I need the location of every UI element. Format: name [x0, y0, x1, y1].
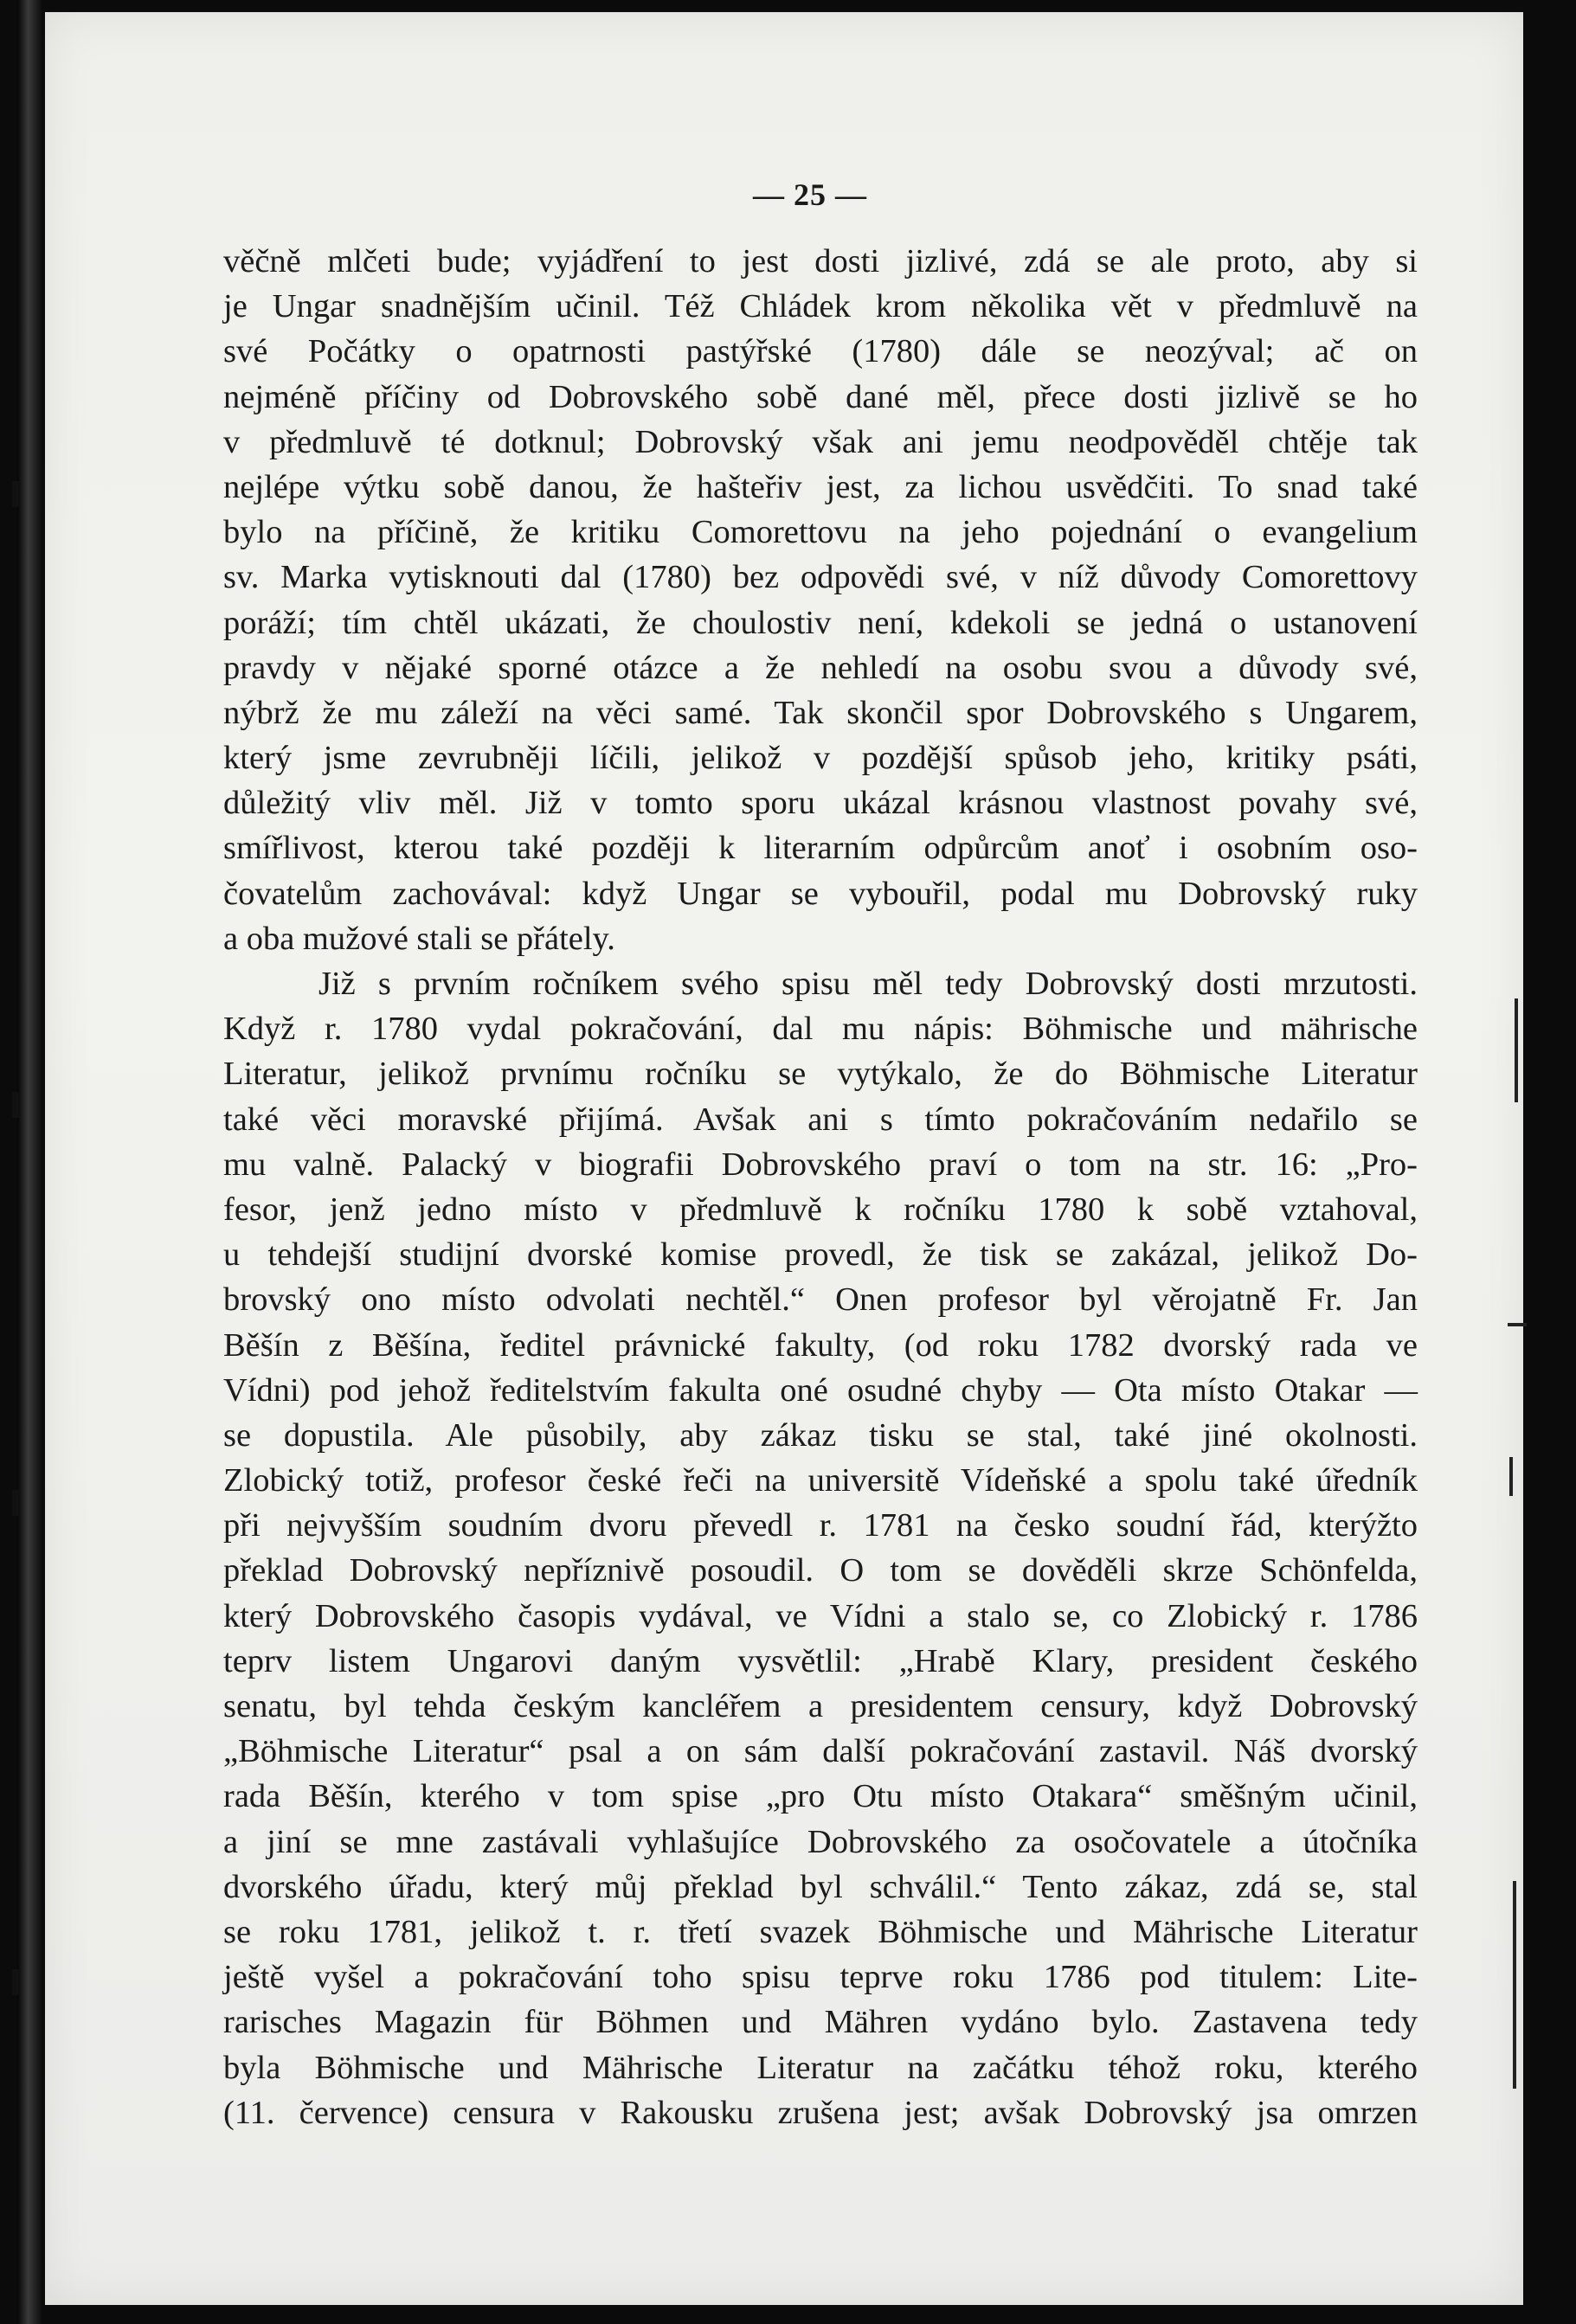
- margin-mark: [1515, 998, 1518, 1102]
- text-line: „Böhmische Literatur“ psal a on sám další pokračování zastavil. Náš dvorský: [223, 1733, 1418, 1770]
- text-line: Běšín z Běšína, ředitel právnické fakulty, (od roku 1782 dvorský rada ve: [223, 1326, 1418, 1364]
- text-line: a jiní se mne zastávali vyhlašujíce Dobrovského za osočovatele a útočníka: [223, 1823, 1418, 1860]
- margin-mark: [1513, 1881, 1516, 2089]
- text-line: věčně mlčeti bude; vyjádření to jest dosti jizlivé, zdá se ale proto, aby si: [223, 243, 1418, 279]
- text-line: brovský ono místo odvolati nechtěl.“ Onen profesor byl věrojatně Fr. Jan: [223, 1281, 1418, 1319]
- text-line: fesor, jenž jedno místo v předmluvě k ročníku 1780 k sobě vztahoval,: [223, 1191, 1418, 1228]
- gutter-tick: [12, 481, 19, 507]
- text-line: který jsme zevrubněji líčili, jelikož v pozdější spůsob jeho, kritiky psáti,: [223, 740, 1418, 777]
- gutter-tick: [12, 1490, 19, 1516]
- text-line: také věci moravské přijímá. Avšak ani s tímto pokračováním nedařilo se: [223, 1101, 1418, 1138]
- text-line: je Ungar snadnějším učinil. Též Chládek krom několika vět v předmluvě na: [223, 288, 1418, 325]
- text-line: rada Běšín, kterého v tom spise „pro Otu místo Otakara“ směšným učinil,: [223, 1778, 1418, 1815]
- text-line: se dopustila. Ale působily, aby zákaz tisku se stal, také jiné okolnosti.: [223, 1416, 1418, 1454]
- margin-mark: [1508, 1323, 1527, 1326]
- text-line: čovatelům zachovával: když Ungar se vybouřil, podal mu Dobrovský ruky: [223, 875, 1418, 912]
- text-line: u tehdejší studijní dvorské komise provedl, že tisk se zakázal, jelikož Do-: [223, 1236, 1418, 1274]
- book-gutter: [17, 0, 42, 2324]
- text-line: ještě vyšel a pokračování toho spisu teprve roku 1786 pod titulem: Lite-: [223, 1959, 1418, 1996]
- text-line: bylo na příčině, že kritiku Comorettovu na jeho pojednání o evangelium: [223, 514, 1418, 551]
- text-line: Literatur, jelikož prvnímu ročníku se vytýkalo, že do Böhmische Literatur: [223, 1056, 1418, 1093]
- text-line: při nejvyšším soudním dvoru převedl r. 1781 na česko soudní řád, kterýžto: [223, 1507, 1418, 1544]
- body-text: [223, 239, 1418, 2135]
- text-line: nejméně příčiny od Dobrovského sobě dané měl, přece dosti jizlivě se ho: [223, 378, 1418, 415]
- text-line: poráží; tím chtěl ukázati, že choulostiv není, kdekoli se jedná o ustanovení: [223, 604, 1418, 641]
- text-line: překlad Dobrovský nepříznivě posoudil. O tom se dověděli skrze Schönfelda,: [223, 1552, 1418, 1589]
- text-line: Když r. 1780 vydal pokračování, dal mu nápis: Böhmische und mährische: [223, 1011, 1418, 1048]
- text-line: mu valně. Palacký v biografii Dobrovského praví o tom na str. 16: „Pro-: [223, 1146, 1418, 1183]
- text-line: Zlobický totiž, profesor české řeči na universitě Vídeňské a spolu také úředník: [223, 1462, 1418, 1499]
- text-line: byla Böhmische und Mährische Literatur na začátku téhož roku, kterého: [223, 2049, 1418, 2086]
- text-line-last: a oba mužové stali se přátely.: [223, 920, 615, 957]
- text-line: sv. Marka vytisknouti dal (1780) bez odpovědi své, v níž důvody Comorettovy: [223, 559, 1418, 596]
- text-line: nejlépe výtku sobě danou, že hašteřiv jest, za lichou usvědčiti. To snad také: [223, 468, 1418, 505]
- margin-mark: [1509, 1457, 1513, 1496]
- text-line: dvorského úřadu, který můj překlad byl schválil.“ Tento zákaz, zdá se, stal: [223, 1868, 1418, 1905]
- text-line: který Dobrovského časopis vydával, ve Vídni a stalo se, co Zlobický r. 1786: [223, 1597, 1418, 1634]
- text-line: senatu, byl tehda českým kancléřem a presidentem censury, když Dobrovský: [223, 1688, 1418, 1724]
- text-line: pravdy v nějaké sporné otázce a že nehledí na osobu svou a důvody své,: [223, 649, 1418, 686]
- text-line: v předmluvě té dotknul; Dobrovský však ani jemu neodpověděl chtěje tak: [223, 423, 1418, 460]
- text-line: důležitý vliv měl. Již v tomto sporu ukázal krásnou vlastnost povahy své,: [223, 785, 1418, 822]
- text-line: rarisches Magazin für Böhmen und Mähren vydáno bylo. Zastavena tedy: [223, 2004, 1418, 2041]
- text-line: se roku 1781, jelikož t. r. třetí svazek Böhmische und Mährische Literatur: [223, 1913, 1418, 1950]
- margin-pencil-marks: [1499, 998, 1568, 2037]
- text-line: smířlivost, kterou také později k literarním odpůrcům anoť i osobním oso-: [223, 830, 1418, 867]
- gutter-tick: [12, 1969, 19, 1995]
- text-line: teprv listem Ungarovi daným vysvětlil: „Hrabě Klary, president českého: [223, 1642, 1418, 1679]
- paragraph-start-line: Již s prvním ročníkem svého spisu měl tedy Dobrovský dosti mrzutosti.: [318, 966, 1418, 1002]
- text-line: Vídni) pod jehož ředitelstvím fakulta oné osudné chyby — Ota místo Otakar —: [223, 1371, 1418, 1409]
- gutter-tick: [12, 1092, 19, 1118]
- text-line: (11. července) censura v Rakousku zrušena jest; avšak Dobrovský jsa omrzen: [223, 2094, 1418, 2131]
- text-line: nýbrž že mu záleží na věci samé. Tak skončil spor Dobrovského s Ungarem,: [223, 694, 1418, 731]
- page-number: — 25 —: [753, 177, 867, 212]
- text-line: své Počátky o opatrnosti pastýřské (1780) dále se neozýval; ač on: [223, 333, 1418, 370]
